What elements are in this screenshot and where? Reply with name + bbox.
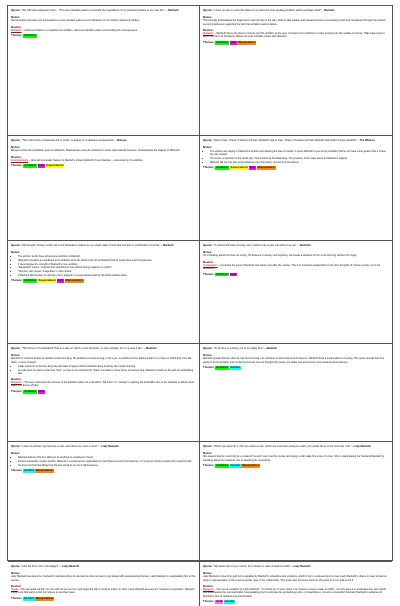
quote-speaker: – Lady Macbeth <box>59 565 80 568</box>
themes-label: Themes: <box>203 271 215 276</box>
notes-label: Notes: <box>203 15 213 20</box>
notes-text: Banquo resists the temptation given by Macbeth. Shakespeare uses the character to show supernatural presence. Foreshadows the tragedy of Macbeth. <box>11 149 180 153</box>
device-label: Device: <box>203 584 214 589</box>
theme-tag: Fate <box>230 40 237 45</box>
theme-tag: Ambition <box>24 163 37 168</box>
device-text: – The use of metaphor by Lady Macbeth, "my hands are of your colour, but I shame to wear a heart so white", not only does it re-emphasise her own hands that foreshadows her somnambulism (sleepwalking) but it could also be symbolising purity or cowardliness. It is also a metaphor that Lady Macbeth is ashamed of Macbeth's lack of ruthlessness and ambition. <box>203 588 386 598</box>
theme-tag: Ambition <box>216 165 229 170</box>
themes-line <box>203 273 389 277</box>
device-body <box>203 32 389 39</box>
notes-bullet: • If Macbeth kills Duncan, he will then not be trapped in a supernatural world for his dishonourable action. <box>18 274 196 277</box>
device-name: Metaphor <box>203 32 214 36</box>
themes-label: Themes: <box>203 463 215 468</box>
theme-tag: Fate <box>38 163 45 168</box>
device-label: Device: <box>11 377 22 382</box>
theme-tag: Fate <box>57 278 64 283</box>
device-label: Device: <box>11 584 22 589</box>
quote-card <box>8 442 200 562</box>
quote-label: Quote: <box>11 346 21 350</box>
notes-bullet: • If fate wants him to become king, fate will make it happen without Macbeth doing anything, like murder the king. <box>18 365 196 368</box>
notes-bullet: • It demonstrates the strength of Macbeth's inner ambition. <box>18 263 196 266</box>
themes-line <box>11 34 196 38</box>
quote-block <box>203 243 389 248</box>
device-name: Metaphor <box>11 381 22 385</box>
quote-block <box>11 8 196 13</box>
device-section <box>11 377 196 388</box>
quote-card <box>200 6 392 136</box>
quote-label: Quote: <box>203 564 213 568</box>
quote-text: "To be thus is nothing, but to be safely thus" <box>213 347 264 350</box>
theme-tag: Fate <box>230 271 237 276</box>
notes-bullet: • "Surmise" also means "imagination" in this context. <box>18 270 196 273</box>
theme-tag: Gender <box>24 596 34 601</box>
themes-label: Themes: <box>11 163 23 168</box>
theme-tag: Fate <box>249 165 256 170</box>
quote-label: Quote: <box>11 138 21 142</box>
quote-speaker: – Macbeth <box>297 244 311 247</box>
theme-tag: Fate <box>38 389 45 394</box>
notes-section <box>203 353 389 364</box>
quote-text: "We still have judgement here… This even-handed justice commends the ingredients of our poisoned chalice to our own lips." <box>21 9 166 12</box>
quote-speaker: – Banquo <box>115 139 127 142</box>
notes-section <box>203 451 389 462</box>
quote-speaker: – The Witches <box>357 139 375 142</box>
theme-tag: Gender <box>230 365 241 370</box>
themes-label: Themes: <box>203 165 215 170</box>
theme-tag: Guilt <box>216 599 223 604</box>
notes-section <box>203 571 389 582</box>
quote-label: Quote: <box>203 243 213 247</box>
quote-card <box>8 136 200 241</box>
quote-text: "Like the Poor cat in the adage?" <box>21 565 60 568</box>
device-label: Device: <box>203 259 214 264</box>
notes-text: Macbeth speaks this line after he has become king, but continues to feel restless and insecure. Macbeth finds it meaningless to be king. This quote reveals how him giving in to his ambition and murdering Duncan has not brought him peace, but rather has just left him more paranoid and insecure. <box>203 357 385 364</box>
notes-bullet: • The witches' words have stirred some ambition in Macbeth. <box>18 255 196 258</box>
notes-label: Notes: <box>203 250 213 255</box>
device-body <box>11 159 196 162</box>
quote-card <box>8 241 200 344</box>
quote-text: "The instruments of darkness tell us truths, to betray us in deepest consequence" <box>21 139 115 142</box>
quote-speaker: – Macbeth <box>321 9 335 12</box>
themes-label: Themes: <box>11 596 23 601</box>
device-text: – poisoned chalice is a metaphor for ambition, with even-handed justice commending his consequences. <box>21 28 138 32</box>
notes-list <box>203 150 389 164</box>
device-body <box>203 264 389 271</box>
themes-line <box>203 366 389 370</box>
device-name: Metaphor <box>11 28 22 32</box>
themes-label: Themes: <box>11 33 23 38</box>
device-label: Device: <box>203 28 214 33</box>
themes-line <box>11 390 196 394</box>
device-label: Device: <box>11 154 22 159</box>
quote-speaker: – Macbeth <box>160 244 174 247</box>
quote-label: Quote: <box>203 346 213 350</box>
quote-card <box>200 241 392 344</box>
notes-label: Notes: <box>11 571 21 576</box>
quote-speaker: – Macbeth <box>264 347 277 350</box>
theme-tag: Manipulation <box>65 278 83 283</box>
themes-line <box>203 600 389 604</box>
notes-text: He is thinking about his future as a king. He believes in destiny and prophecy will create a situation for him to be the king without him trying. <box>203 254 357 258</box>
themes-label: Themes: <box>203 40 215 45</box>
device-section <box>203 584 389 598</box>
device-name: Juxtaposition <box>203 263 218 267</box>
theme-tag: Manipulation <box>35 596 54 601</box>
quote-card <box>8 562 200 606</box>
quote-card <box>200 562 392 606</box>
notes-text: This strongly foreshadows the tragic hero's own demise in the play. Fails to take caution and instead becomes excessively proud and complacent through the witches' second prophesies neglecting the fact that ambition leads to failure. <box>203 19 387 26</box>
device-name: Foreshadowing <box>11 158 29 162</box>
quote-card <box>200 442 392 562</box>
themes-line <box>11 164 196 168</box>
device-section <box>11 584 196 595</box>
notes-bullet: • he calls upon the stars to hide their "fires", so that no one will know his "black" evil desires, those being, to become king. Macbeth is harsh on the path of manipulating fate. <box>18 369 196 375</box>
notes-label: Notes: <box>11 353 21 358</box>
notes-label: Notes: <box>11 250 21 255</box>
quote-sheet <box>7 5 393 604</box>
quote-speaker: – Lady Macbeth <box>351 445 371 448</box>
quote-block <box>203 8 389 13</box>
theme-tag: Ambition <box>216 365 229 370</box>
quote-card <box>200 136 392 241</box>
notes-label: Notes: <box>203 451 213 456</box>
notes-text: Demonstrates that there are consequences (even-handed justice) and implications for his actions (poisoned chalice) <box>11 19 140 23</box>
quote-speaker: – Lady Macbeth <box>291 565 311 568</box>
notes-bullet: • Macbeth will not only gain power/influence from his destiny, and not from his actions. <box>210 161 389 164</box>
theme-tag: Ambition <box>24 278 37 283</box>
theme-tag: Supernatural <box>230 165 248 170</box>
quote-label: Quote: <box>11 444 21 448</box>
notes-list <box>11 456 196 467</box>
quote-block <box>11 444 196 449</box>
notes-text: She asserts that he must truly be a coward if he won't carry out the murder and doing so will make him more of a man. She is manipulating her husband Macbeth by speaking about his manhood, she is attacking his masculinity. <box>203 455 385 462</box>
notes-section <box>203 250 389 257</box>
themes-line <box>11 279 196 283</box>
device-text: – Contrasts the person Macbeth was before and after the murder. This is in complete juxtaposition to his prior thoughts of "whose murder yet is but fantastical". <box>203 263 381 271</box>
notes-label: Notes: <box>203 145 213 150</box>
notes-label: Notes: <box>203 353 213 358</box>
themes-line <box>203 166 389 170</box>
notes-section <box>11 250 196 277</box>
themes-label: Themes: <box>203 365 215 370</box>
notes-label: Notes: <box>203 571 213 576</box>
themes-label: Themes: <box>11 278 23 283</box>
notes-section <box>11 451 196 467</box>
device-text: – The step represents the success of his ambition where he must either "fall down" or "o'erleap" in gaining his downfall is due to his ambition or failure (Tees again with theme of fate) <box>11 381 195 388</box>
quote-block <box>203 444 389 449</box>
theme-tag: Gender <box>24 468 34 473</box>
quote-text: "Hail to thee, Thane of Glamis! All hail, Macbeth! Hail to thee, Thane of Cawdor! All hail, Macbeth that shalt be king hereafter" <box>213 139 357 142</box>
notes-list <box>11 255 196 277</box>
theme-tag: Manipulation <box>35 468 54 473</box>
quote-block <box>203 564 389 569</box>
themes-label: Themes: <box>11 389 23 394</box>
device-body <box>203 588 389 598</box>
notes-section <box>203 15 389 26</box>
notes-bullet: • It's left purposefully unclear whether Macbeth is a moral person manipulated by bad influences and circumstances, or merely an immoral coward who needs his wife. <box>18 460 196 463</box>
theme-tag: Ambition <box>24 33 37 38</box>
notes-text: Lady Macbeth questions her husband's manhood when he decides he does not want to go ahead with assassinating Duncan. Lady Macbeth is manipulating him in this context. <box>11 575 196 582</box>
notes-label: Notes: <box>11 15 21 20</box>
notes-label: Notes: <box>11 145 21 150</box>
quote-label: Quote: <box>203 138 213 142</box>
notes-text: Lady Macbeth is free from guilt but is appalled by Macbeth's cowardice and emotions, which to her is undeserving of a man. Lady Macbeth's shame to wear a heart so white is representative of the reverse gender roles in her relationship. This quote also becomes ironic as she gives in to her guilt in Act 5. <box>203 575 387 582</box>
quote-speaker: – Lady Macbeth <box>99 445 119 448</box>
quote-label: Quote: <box>11 243 21 247</box>
theme-tag: Manipulation <box>257 165 275 170</box>
quote-text: "My hands are of your colour: but I shame to wear a heart so white" <box>213 565 291 568</box>
notes-section <box>11 571 196 582</box>
theme-tag: Manipulation <box>238 40 256 45</box>
quote-block <box>11 346 196 351</box>
quote-text: "My thought, whose murder yet is but fantastical, shakes so my single state of man that function is smothered in surmise" <box>21 244 161 247</box>
device-text: – what will eventually happen to Macbeth, shows Macbeth's true character – consumed by his ambition. <box>28 158 144 162</box>
notes-label: Notes: <box>11 451 21 456</box>
theme-tag: Ambition <box>216 40 229 45</box>
device-label: Device: <box>11 24 22 29</box>
theme-tag: Ambition <box>24 389 37 394</box>
device-body <box>11 381 196 388</box>
quote-label: Quote: <box>203 444 213 448</box>
themes-label: Themes: <box>203 599 215 604</box>
themes-label: Themes: <box>11 468 23 473</box>
notes-section <box>11 15 196 22</box>
theme-tag: Ambition <box>216 463 229 468</box>
device-body <box>11 29 196 32</box>
quote-block <box>11 243 196 248</box>
quote-speaker: – Macbeth <box>166 9 179 12</box>
device-section <box>11 25 196 32</box>
device-section <box>203 260 389 271</box>
quote-text: "I dare do all that may become a man, who dares do more is none." <box>21 445 99 448</box>
quote-block <box>11 564 196 569</box>
device-body <box>11 588 196 595</box>
theme-tag: Ambition <box>216 271 229 276</box>
device-section <box>203 28 389 39</box>
device-name: Simile <box>11 588 18 592</box>
notes-section <box>11 145 196 152</box>
themes-line <box>203 41 389 45</box>
quote-speaker: – Macbeth <box>143 347 157 350</box>
theme-tag: Manipulation <box>242 463 260 468</box>
themes-line <box>11 469 196 473</box>
quote-label: Quote: <box>203 8 213 12</box>
device-text: – The cat would eat fish, but she will not wet her feet, and urges the idler in timid to action. In short, Lady Macbeth accuses her husband of cowardice. Macbeth is like a cat that wants a fish but refuses to wet their paws. <box>11 588 195 595</box>
notes-list <box>11 365 196 375</box>
quote-label: Quote: <box>11 564 21 568</box>
theme-tag: Gender <box>224 599 235 604</box>
theme-tag: Supernatural <box>38 278 56 283</box>
notes-bullet: • Macbeth believes that he's willing to do anything he considered "manly". <box>18 456 196 459</box>
notes-bullet: • "Fantastical" means: "suppose that something is true without having evidence to confirm". <box>18 266 196 269</box>
notes-section <box>11 353 196 375</box>
quote-text: "If chance will have me king, why, chance may crown me without my stir." <box>213 244 298 247</box>
themes-line <box>203 464 389 468</box>
quote-block <box>203 138 389 143</box>
quote-block <box>11 138 196 143</box>
notes-bullet: • He does not think that killing King Duncan would be an act of righteousness. <box>18 464 196 467</box>
quote-card <box>200 344 392 442</box>
notes-bullet: • This scene is important to the whole play. That it works as foreshadowing. The prophecy is the major cause for Macbeth's tragedy. <box>210 157 389 160</box>
quote-card <box>8 6 200 136</box>
notes-text: Macbeth is innocent before he decides to become king. His ambition to become king, in his eyes, is justified and he believes that it is a "step on which [he] must fall down, or else o'erleap". <box>11 357 192 364</box>
quote-card <box>8 344 200 442</box>
device-name: Metaphor <box>203 588 214 592</box>
device-text: – Macbeth likens his intent to a horse and his ambition to the spur. Compares his ambition to a rider jumping into the saddle of a horse. High leaps (tries to seize the crown of Scotland). Misses his seat and falls (meets with disaster) <box>203 32 385 39</box>
themes-line <box>11 597 196 601</box>
notes-bullet: • The witches are playing on Macbeth's ambition and planting the idea of murder. It opens Macbeth's eyes to the possibility that he can have a title greater than a Thane, but only instead. <box>210 150 389 156</box>
quote-text: "When you durst do it, then you were a man. And to be more than what you were, you would be so much more the man" <box>213 445 351 448</box>
theme-tag: Gender <box>230 463 241 468</box>
quote-text: "The Prince of Cumberland! That is a step on which I must fall down, or else o'erleap, for in my way it lies." <box>21 347 144 350</box>
quote-label: Quote: <box>11 8 21 12</box>
notes-bullet: • Macbeth's thoughts are significant to his ambition since the witches did not tell Macbeth that he would have to kill King Duncan. <box>18 259 196 262</box>
quote-block <box>203 346 389 351</box>
theme-tag: Supernatural <box>46 163 64 168</box>
quote-text: "I have no spur to prick the sides of my intent but only vaulting ambition which overleaps itself" <box>213 9 322 12</box>
notes-section <box>203 145 389 164</box>
device-section <box>11 155 196 162</box>
